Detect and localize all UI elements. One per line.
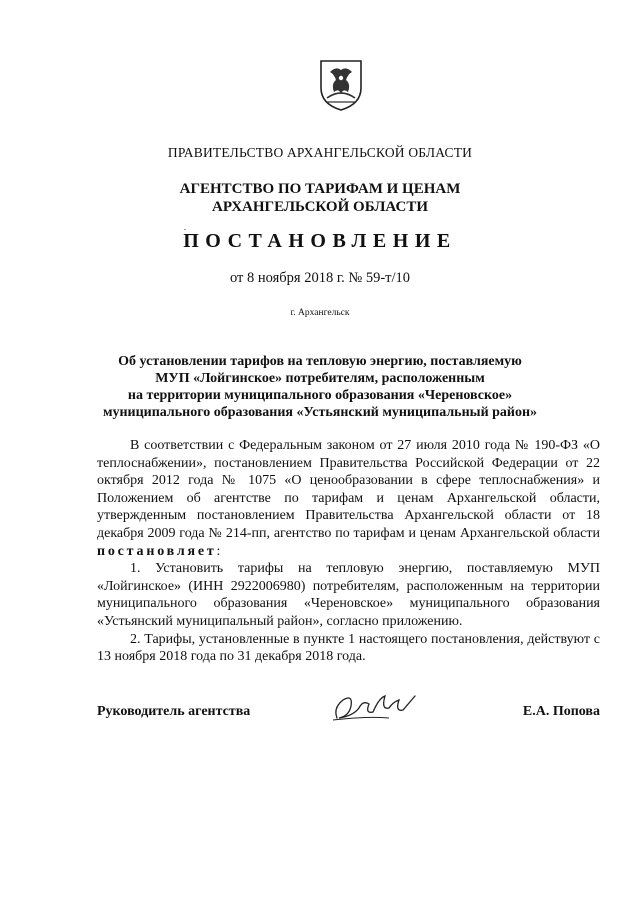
handwritten-signature-icon — [329, 688, 429, 728]
decides-colon: : — [216, 543, 221, 559]
preamble-paragraph — [97, 437, 600, 560]
subject-line2: МУП «Лойгинское» потребителям, расположенным — [155, 371, 485, 386]
item-1-paragraph: 1. Установить тарифы на тепловую энергию, поставляемую МУП «Лойгинское» (ИНН 2922006980) потребителям, расположенным на территории муниципального образования «Череновское» муниципального образования «Устьянский муниципальный район», согласно приложению. — [97, 561, 600, 629]
subject-line3: на территории муниципального образования «Череновское» — [127, 388, 513, 403]
subject-line1: Об установлении тарифов на тепловую энергию, поставляемую — [118, 354, 522, 369]
decides-word: постановляет — [97, 543, 217, 559]
government-name: ПРАВИТЕЛЬСТВО АРХАНГЕЛЬСКОЙ ОБЛАСТИ — [167, 145, 473, 160]
agency-name — [0, 180, 640, 216]
document-body — [97, 437, 600, 666]
signatory-position: Руководитель агентства — [97, 704, 251, 719]
coat-of-arms-icon — [318, 58, 364, 112]
document-type-title: ПОСТАНОВЛЕНИЕ — [183, 230, 457, 252]
document-subject — [0, 353, 640, 421]
item-2-paragraph: 2. Тарифы, установленные в пункте 1 настоящего постановления, действуют с 13 ноября 2018 года по 31 декабря 2018 года. — [97, 631, 600, 665]
subject-line4: муниципального образования «Устьянский муниципальный район» — [102, 405, 538, 420]
agency-name-line1: АГЕНТСТВО ПО ТАРИФАМ И ЦЕНАМ — [179, 181, 461, 197]
signatory-name: Е.А. Попова — [522, 704, 600, 719]
document-date-number: от 8 ноября 2018 г. № 59-т/10 — [229, 270, 411, 286]
preamble-text: В соответствии с Федеральным законом от 27 июля 2010 года № 190-ФЗ «О теплоснабжении», постановлением Правительства Российской Федерации от 22 октября 2012 года № 1075 «О ценообразовании в сфере теплоснабжения» и Положением об агентстве по тарифам и ценам Архангельской области, утвержденным постановлением Правительства Архангельской области от 18 декабря 2009 года № 214-пп, агентство по тарифам и ценам Архангельской области — [97, 438, 600, 541]
document-city: г. Архангельск — [290, 308, 350, 318]
signature-block — [97, 700, 600, 730]
agency-name-line2: АРХАНГЕЛЬСКОЙ ОБЛАСТИ — [212, 199, 428, 215]
